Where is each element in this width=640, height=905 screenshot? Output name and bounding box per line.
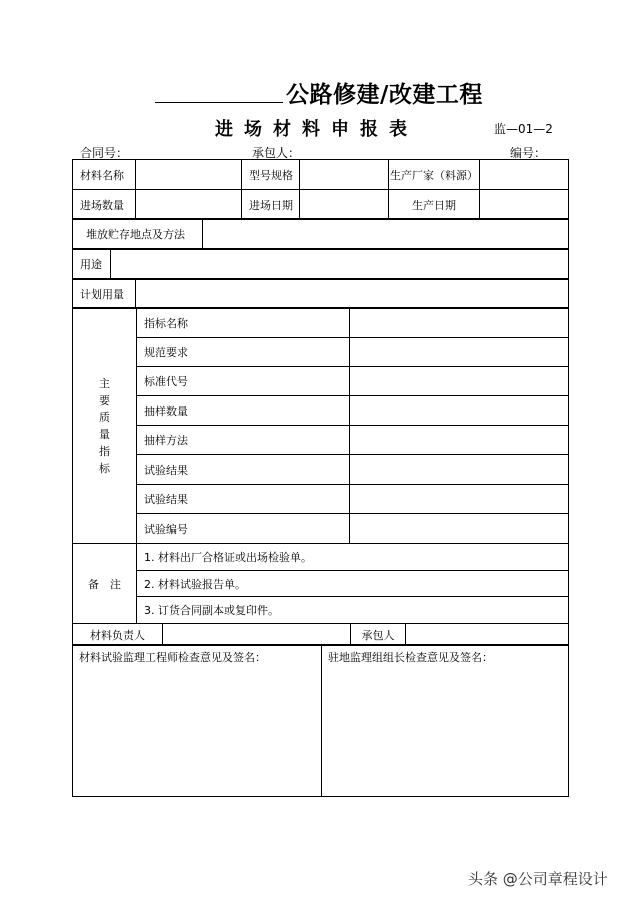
quality-label-char: 质 (99, 410, 110, 424)
entry-date-label: 进场日期 (242, 190, 300, 220)
quality-label-char: 标 (99, 461, 110, 475)
title-blank-line (155, 102, 283, 103)
production-date-label: 生产日期 (389, 190, 480, 220)
remarks-table (72, 543, 569, 624)
quality-item-label: 标准代号 (137, 367, 350, 396)
quality-item-field[interactable] (350, 338, 569, 367)
quality-section-label (73, 308, 137, 544)
quality-item-label: 指标名称 (137, 308, 350, 338)
form-code: 监—01—2 (494, 122, 553, 136)
material-name-label: 材料名称 (73, 160, 136, 190)
form-subtitle: 进场材料申报表 (215, 119, 418, 140)
quality-label-char: 主 (99, 376, 110, 390)
planned-quantity-field[interactable] (136, 279, 569, 309)
quality-label-char: 要 (99, 393, 110, 407)
model-spec-field[interactable] (300, 160, 389, 190)
material-person-label: 材料负责人 (73, 624, 163, 646)
responsible-table (72, 623, 569, 646)
supervisor-engineer-signature-label: 材料试验监理工程师检查意见及签名： (79, 651, 266, 664)
quality-item-field[interactable] (350, 367, 569, 396)
contract-no-label: 合同号： (80, 146, 129, 160)
basic-info-table (72, 159, 569, 220)
quality-item-field[interactable] (350, 308, 569, 338)
resident-chief-signature-box[interactable] (322, 645, 569, 797)
watermark: 头条 @公司章程设计 (468, 870, 608, 888)
usage-label: 用途 (73, 249, 111, 280)
quality-item-label: 试验结果 (137, 485, 350, 514)
quality-item-field[interactable] (350, 514, 569, 544)
usage-field[interactable] (111, 249, 569, 280)
resident-chief-signature-label: 驻地监理组组长检查意见及签名： (328, 651, 493, 664)
remarks-label: 备 注 (73, 544, 137, 624)
storage-field[interactable] (203, 219, 569, 250)
signature-table (72, 644, 569, 797)
supervisor-engineer-signature-box[interactable] (73, 645, 322, 797)
quality-item-label: 试验编号 (137, 514, 350, 544)
entry-date-field[interactable] (300, 190, 389, 220)
storage-label: 堆放贮存地点及方法 (73, 219, 203, 250)
quality-table (72, 307, 569, 544)
quality-item-label: 试验结果 (137, 455, 350, 485)
usage-table (72, 248, 569, 280)
contractor-signature-label: 承包人 (351, 624, 406, 646)
production-date-field[interactable] (480, 190, 569, 220)
remarks-item: 3. 订货合同副本或复印件。 (137, 597, 569, 624)
quality-item-field[interactable] (350, 455, 569, 485)
model-spec-label: 型号规格 (242, 160, 300, 190)
page-title: 公路修建/改建工程 (286, 82, 483, 108)
remarks-item: 1. 材料出厂合格证或出场检验单。 (137, 544, 569, 571)
contractor-label: 承包人： (252, 146, 301, 160)
serial-no-label: 编号： (510, 146, 547, 160)
manufacturer-label: 生产厂家（料源） (389, 160, 480, 190)
planned-quantity-label: 计划用量 (73, 279, 136, 309)
quality-item-field[interactable] (350, 426, 569, 455)
manufacturer-field[interactable] (480, 160, 569, 190)
planned-quantity-table (72, 278, 569, 309)
quality-item-field[interactable] (350, 396, 569, 426)
material-name-field[interactable] (136, 160, 242, 190)
quality-label-char: 指 (99, 444, 110, 458)
contractor-signature-field[interactable] (406, 624, 569, 646)
quality-label-char: 量 (99, 427, 110, 441)
material-person-field[interactable] (163, 624, 351, 646)
quality-item-label: 规范要求 (137, 338, 350, 367)
remarks-item: 2. 材料试验报告单。 (137, 571, 569, 597)
quality-item-field[interactable] (350, 485, 569, 514)
entry-quantity-field[interactable] (136, 190, 242, 220)
quality-item-label: 抽样数量 (137, 396, 350, 426)
storage-table (72, 218, 569, 250)
quality-item-label: 抽样方法 (137, 426, 350, 455)
entry-quantity-label: 进场数量 (73, 190, 136, 220)
